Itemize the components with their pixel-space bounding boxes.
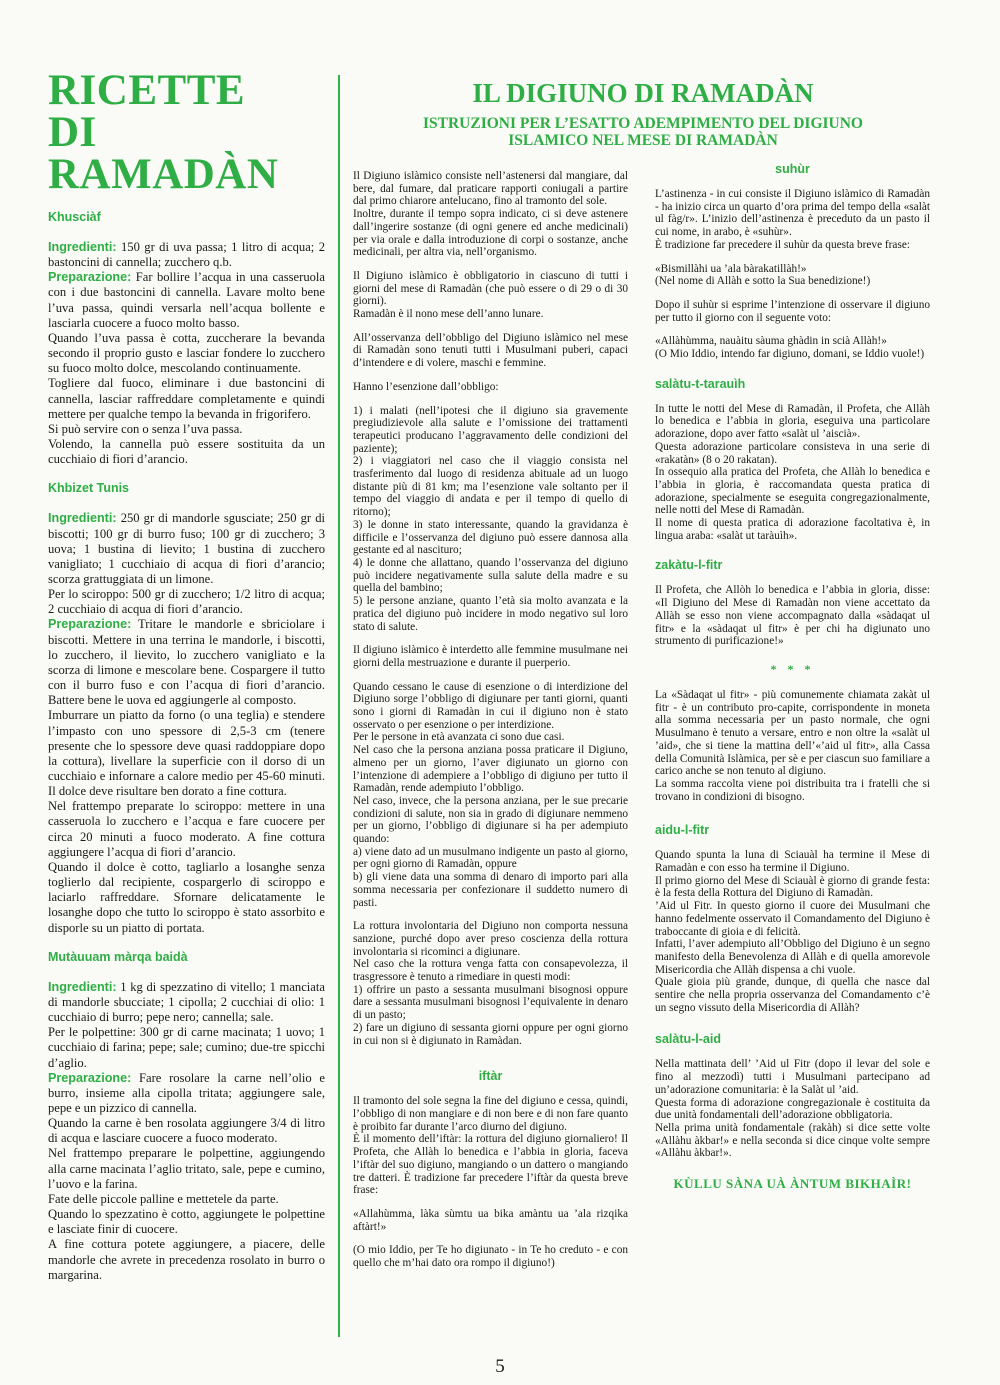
fasting-rules [353,170,628,1047]
preparation-label: Preparazione: [48,270,132,285]
recipe-ingredients [48,240,325,270]
fasting-rules-paragraph: Il Digiuno islàmico è obbligatorio in ciascuno di tutti i giorni del mese di Ramadàn (che può essere o di 29 o di 30 giorni). [353,269,628,308]
salatu-aid-paragraph: Questa forma di adorazione congregazionale è costituita da due unità fondamentali dell’adorazione obbligatoria. [655,1096,930,1122]
fasting-rules-block [353,681,628,910]
suhur-heading: suhùr [775,162,810,176]
tarauih-paragraph: Il nome di questa pratica di adorazione facoltativa è, in lingua araba: «salàt ut taràuìh». [655,517,930,542]
recipe-ingredients [48,980,325,1025]
recipe-paragraph: Quando il dolce è cotto, tagliarlo a losanghe senza toglierlo dal recipiente, cospargerlo di sciroppo e laciarlo raffreddare. Sfornare delicatamente le losanghe dopo che tutto lo sciroppo è stato assorbito e disporle su un piatto di portata. [48,859,325,935]
zakatu-section [655,584,930,648]
recipe-paragraph: Togliere dal fuoco, eliminare i due bastoncini di cannella, lasciar raffreddare completamente e quindi mettere per qualche tempo la bevanda in frigorifero. [48,376,325,421]
suhur-block [655,299,930,324]
fasting-rules-paragraph: 1) offrire un pasto a sessanta musulmani bisognosi oppure dare a sessanta musulmani bisognosi l’equivalente in denaro di un pasto; [353,983,628,1022]
recipe-title: Mutàuuam màrqa baidà [48,949,188,964]
recipe-paragraph: Fate delle piccole palline e mettetele da parte. [48,1191,279,1206]
fasting-rules-paragraph: Il digiuno islàmico è interdetto alle femmine musulmane nei giorni della mestruazione e durante il puerperio. [353,644,628,669]
suhur-paragraph: Dopo il suhùr si esprime l’intenzione di osservare il digiuno per tutto il giorno con il seguente voto: [655,298,930,324]
fasting-rules-paragraph: La rottura involontaria del Digiuno non comporta nessuna sanzione, purché dopo aver preso coscienza della rottura involontaria si ricominci a digiunare. [353,920,628,958]
recipe-title: Khusciàf [48,210,101,224]
iftar-paragraph: «Allahùmma, làka sùmtu ua bika amàntu ua ’ala rizqika aftàrt!» [353,1207,628,1233]
preparation-text: Fare rosolare la carne nell’olio e burro, insieme alla cipolla tritata; aggiungere sale, pepe e un pizzico di cannella. [48,1070,325,1115]
recipes-title [48,67,325,198]
fasting-rules-block [353,381,628,394]
fasting-rules-paragraph: All’osservanza dell’obbligo del Digiuno islàmico nel mese di Ramadàn sono tenuti tutti i Musulmani puberi, capaci d’intendere e di volere, maschi e femmine. [353,331,628,370]
iftar-block [353,1244,628,1269]
tarauih-section [655,403,930,543]
recipe-paragraph: Quando la carne è ben rosolata aggiungere 3/4 di litro di acqua e lasciare cuocere a fuoco moderato. [48,1116,325,1146]
article-subtitle-line1: ISTRUZIONI PER L’ESATTO ADEMPIMENTO DEL DIGIUNO [423,115,863,132]
iftar-section [353,1095,628,1269]
suhur-paragraph: (Nel nome di Allàh e sotto la Sua benedizione!) [655,275,871,288]
ingredients-label: Ingredienti: [48,511,117,526]
recipe-paragraph: Volendo, la cannella può essere sostituita da un cucchiaio di fiori d’arancio. [48,437,325,467]
suhur-block [655,335,930,360]
tarauih-heading: salàtu-t-tarauìh [655,376,746,391]
zakatu-2-paragraph: La «Sàdaqat ul fitr» - più comunemente chiamata zakàt ul fitr - è un contributo pro-capite, corrispondente in moneta alla somma necessaria per un pasto normale, che ogni Musulmano è tenuto a versare, entro e non oltre la «salàt ul ’aid», che si tiene la mattina dell’«’aid ul fitr», alla Cassa della Comunità Islàmica, per sè e per ciascun suo familiare a carico anche se non tenuto al digiuno. [655,688,930,778]
fasting-rules-paragraph: 4) le donne che allattano, quando l’osservanza del digiuno può incidere negativamente sulla salute della madre e su quella del bambino; [353,556,628,595]
iftar-paragraph: Il tramonto del sole segna la fine del digiuno e cessa, quindi, l’obbligo di non mangiare e di non bere e di non fare quanto è proibito far durante l’arco diurno del digiuno. [353,1095,628,1133]
suhur-block [655,188,930,252]
aidu-paragraph: ’Aid ul Fitr. In questo giorno il cuore dei Musulmani che hanno fedelmente osservato il Comandamento del Digiuno è traboccante di gioia e di felicità. [655,900,930,938]
aidu-paragraph: Infatti, l’aver adempiuto all’Obbligo del Digiuno è un segno manifesto della Benevolenza di Allàh e di quella amorevole Misericordia che Allàh dispensa a chi vuole. [655,938,930,976]
fasting-rules-block [353,644,628,669]
recipes-title-line2: DI RAMADÀN [48,109,279,198]
recipe-paragraph: Si può servire con o senza l’uva passa. [48,421,243,436]
fasting-rules-paragraph: Nel caso che la rottura venga fatta con consapevolezza, il trasgressore è tenuto a rimediare in questi modi: [353,958,628,984]
salatu-aid-heading: salàtu-l-aid [655,1032,721,1047]
suhur-section [655,188,930,361]
recipe-title: Khbizet Tunis [48,481,130,496]
zakatu-paragraph: Il Profeta, che Allòh lo benedica e l’abbia in gloria, disse: «Il Digiuno del Mese di Ramadàn non viene accettato da Allàh se esso non viene accompagnato dalla «sàdaqat ul fitr» e la «sàdaqat ul fitr» è per chi ha digiunato uno strumento di purificazione!» [655,584,930,648]
fasting-rules-paragraph: Hanno l’esenzione dall’obbligo: [353,380,499,393]
fasting-rules-paragraph: Il Digiuno islàmico consiste nell’astenersi dal mangiare, dal bere, dal fumare, dal praticare rapporti coniugali a partire dal primo chiarore antelucano, fino al tramonto del sole. [353,170,628,208]
iftar-paragraph: È il momento dell’iftàr: la rottura del digiuno giornaliero! Il Profeta, che Allàh lo benedica e l’abbia in gloria, faceva l’iftàr del suo digiuno, mangiando o un dattero o mangiando tre datteri. È tradizione far precedere l’iftàr da questa breve frase: [353,1133,628,1197]
ingredients-text: 150 gr di uva passa; 1 litro di acqua; 2 bastoncini di cannella; zucchero q.b. [48,240,325,270]
zakatu-2-paragraph: La somma raccolta viene poi distribuita tra i fratelli che si trovano in condizioni di bisogno. [655,777,930,803]
recipe-paragraph: Imburrare un piatto da forno (o una teglia) e stendere l’impasto con uno spessore di 2,5-3 cm (tenere presente che lo spessore deve quasi raddoppiare dopo la cottura), livellare la superficie con il dorso di un cucchiaio e infornare a calore medio per 45-60 minuti. Il dolce deve risultare ben dorato a fine cottura. [48,708,325,799]
article-subtitle [353,115,933,149]
recipe-paragraph: A fine cottura potete aggiungere, a piacere, delle mandorle che avrete in precedenza rosolato in burro o margarina. [48,1237,325,1282]
fasting-rules-paragraph: Per le persone in età avanzata ci sono due casi. [353,731,565,744]
aidu-heading: aidu-l-fitr [655,823,710,838]
fasting-rules-paragraph: a) viene dato ad un musulmano indigente un pasto al giorno, per ogni giorno di Ramadàn, oppure [353,845,628,871]
fasting-rules-paragraph: Inoltre, durante il tempo sopra indicato, ci si deve astenere dall’ingerire sostanze (di ogni genere ed anche medicinali) per via orale e dalla introduzione di corpi o sostanze, anche medicinali, per altra via, nell’organismo. [353,208,628,259]
tarauih-paragraph: In tutte le notti del Mese di Ramadàn, il Profeta, che Allàh lo benedica e l’abbia in gloria, eseguiva una particolare adorazione, dopo aver fatto «salàt ul ’aiscià». [655,402,930,441]
recipe-paragraph: Nel frattempo preparare le polpettine, aggiungendo alla carne macinata l’aglio tritato, sale, pepe e cumino, l’uovo e la farina. [48,1146,325,1191]
recipe-paragraph: Quando l’uva passa è cotta, zuccherare la bevanda secondo il proprio gusto e lasciar fondere lo zucchero su fuoco molto dolce, mescolando continuamente. [48,330,325,376]
salatu-aid-block [655,1058,930,1160]
recipe-preparation [48,1071,325,1116]
aidu-paragraph: Quando spunta la luna di Sciauàl ha termine il Mese di Ramadàn e con esso ha termine il Digiuno. [655,849,930,875]
fasting-rules-paragraph: 5) le persone anziane, quanto l’età sia molto avanzata e la pratica del digiuno può incidere in modo negativo sul loro stato di salute. [353,595,628,633]
salatu-aid-paragraph: Nella mattinata dell’ ’Aid ul Fitr (dopo il levar del sole e fino al mezzodì) tutti i Musulmani partecipano ad un’adorazione comunitaria: è la Salàt ul ’aid. [655,1058,930,1096]
recipes-column [48,67,326,1283]
article-subtitle-line2: ISLAMICO NEL MESE DI RAMADÀN [508,132,778,149]
salatu-aid-section [655,1058,930,1160]
fasting-rules-paragraph: Nel caso, invece, che la persona anziana, per le sue precarie condizioni di salute, non sia in grado di digiunare nemmeno per un giorno, l’obbligo di digiunare si ha per adempiuto quando: [353,794,628,846]
iftar-block [353,1095,628,1197]
aidu-section [655,849,930,1014]
ingredients-text: 250 gr di mandorle sgusciate; 250 gr di biscotti; 100 gr di burro fuso; 100 gr di zucchero; 3 uova; 1 bustina di lievito; 1 bustina di zucchero vanigliato; 1 cucchiaio di acqua di fiori d’arancio; scorza grattuggiata di un limone. [48,511,325,586]
zakatu-2-block [655,689,930,803]
recipe-preparation [48,617,325,708]
recipe-ingredients [48,511,325,587]
fasting-rules-paragraph: 2) i viaggiatori nel caso che il viaggio consista nel trasferimento dal luogo di residenza abituale ad un luogo distante più di 81 km; ma l’esenzione vale soltanto per il tempo del viaggio di andata e per il tempo di quello di ritorno); [353,455,628,519]
recipe-extra: Per lo sciroppo: 500 gr di zucchero; 1/2 litro di acqua; 2 cucchiaio di acqua di fiori d’arancio. [48,587,325,617]
article-title: IL DIGIUNO DI RAMADÀN [472,78,814,108]
preparation-label: Preparazione: [48,1070,132,1085]
ingredients-text: 1 kg di spezzatino di vitello; 1 manciata di mandorle sbucciate; 1 cipolla; 2 cucchiai di olio: 1 cucchiaio di burro; pepe nero; cannella; sale. [48,979,325,1025]
preparation-text: Tritare le mandorle e sbriciolare i biscotti. Mettere in una terrina le mandorle, i biscotti, lo zucchero, il lievito, lo zucchero vanigliato e la scorza di limone e mescolare bene. Cospargere il tutto con il burro fuso e con l’acqua di fiori d’arancio. Battere bene le uova ed aggiungerle al composto. [48,617,326,708]
fasting-rules-paragraph: 3) le donne in stato interessante, quando la gravidanza è difficile e l’osservanza del digiuno può essere dannosa alla gestante ed al nascituro; [353,518,628,557]
fasting-rules-paragraph: 1) i malati (nell’ipotesi che il digiuno sia gravemente pregiudizievole alla salute e l’omissione dei trattamenti terapeutici producano l’aggravamento delle condizioni del paziente); [353,404,628,455]
salatu-aid-paragraph: Nella prima unità fondamentale (rakàh) si dice sette volte «Allàhu àkbar!» e nella seconda si dice cinque volte sempre «Allàhu àkbar!». [655,1121,930,1160]
iftar-heading: iftàr [478,1069,503,1084]
aidu-paragraph: Quale gioia più grande, dunque, di quella che nasce dal sentire che nella propria osservanza del Comandamento c’è un segno vissuto della Misericordia di Allàh? [655,976,930,1014]
zakatu-heading: zakàtu-l-fitr [655,558,723,573]
ingredients-label: Ingredienti: [48,240,117,254]
section-separator: * * * [770,661,815,676]
fasting-rules-paragraph: b) gli viene data una somma di denaro di importo pari alla somma necessaria per confezionare il suddetto numero di pasti. [353,871,628,909]
preparation-label: Preparazione: [48,617,132,632]
fasting-rules-paragraph: 2) fare un digiuno di sessanta giorni oppure per ogni giorno in cui non si è digiunato in Ramàdan. [353,1021,628,1047]
recipe-preparation [48,270,325,331]
fasting-rules-block [353,332,628,370]
recipes-title-line1: RICETTE [48,67,246,114]
fasting-rules-paragraph: Quando cessano le cause di esenzione o di interdizione del Digiuno sorge l’obbligo di digiunare per tanti giorni, quanti sono i giorni di Ramadàn in cui il digiuno non è stato osservato o per esenzione o per interdizione. [353,680,628,731]
suhur-paragraph: «Allàhùmma, nauàitu sàuma ghàdin in scià Allàh!» [655,335,887,348]
recipes-list [48,210,325,1283]
fasting-column-middle [353,170,628,1270]
fasting-rules-block [353,920,628,1047]
aidu-paragraph: Il primo giorno del Mese di Sciauàl è giorno di grande festa: è la festa della Rottura del Digiuno di Ramadàn. [655,874,930,900]
fasting-rules-block [353,170,628,259]
suhur-paragraph: «Bismillàhi ua ’ala bàrakatillàh!» [655,262,807,275]
closing-greeting: KÙLLU SÀNA UÀ ÀNTUM BIKHAÌR! [673,1176,912,1192]
zakatu-block [655,584,930,648]
suhur-paragraph: L’astinenza - in cui consiste il Digiuno islàmico di Ramadàn - ha inizio circa un quarto d’ora prima del tempo della «salàt ul fàg/r». L’inizio dell’astinenza è preceduto da un pasto il cui nome, in arabo, è «suhùr». [655,188,930,239]
column-divider [338,75,340,1337]
fasting-column-right [655,162,930,1192]
suhur-block [655,263,930,288]
fasting-rules-paragraph: Nel caso che la persona anziana possa praticare il Digiuno, almeno per un giorno, l’aver digiunato un giorno con l’intenzione di adempiere a l’obbligo di digiuno per tutto il Ramadàn, rende adempiuto l’obbligo. [353,744,628,795]
suhur-paragraph: È tradizione far precedere il suhùr da questa breve frase: [655,238,910,251]
preparation-text: Far bollire l’acqua in una casseruola con i due bastoncini di cannella. Lavare molto bene l’uva passa, quindi versarla nell’acqua bollente e lasciarla cuocere a fuoco molto basso. [48,270,326,330]
fasting-rules-block [353,270,628,321]
iftar-block [353,1208,628,1233]
tarauih-paragraph: In ossequio alla pratica del Profeta, che Allàh lo benedica e l’abbia in gloria, è raccomandata questa pratica di adorazione, specialmente se eseguita congregazionalmente, nelle notti del Mese di Ramadàn. [655,466,930,517]
tarauih-paragraph: Questa adorazione particolare consisteva in una serie di «rakatàn» (8 o 20 rakatan). [655,440,930,466]
recipe-paragraph: Quando lo spezzatino è cotto, aggiungete le polpettine e lasciate finir di cuocere. [48,1207,325,1237]
iftar-paragraph: (O mio Iddio, per Te ho digiunato - in Te ho creduto - e con quello che m’hai dato ora rompo il digiuno!) [353,1244,628,1270]
recipe-extra: Per le polpettine: 300 gr di carne macinata; 1 uovo; 1 cucchiaio di farina; pepe; sale; cumino; due-tre spicchi d’aglio. [48,1025,325,1070]
zakatu-section-2 [655,689,930,803]
suhur-paragraph: (O Mio Iddio, intendo far digiuno, domani, se Iddio vuole!) [655,348,925,361]
ingredients-label: Ingredienti: [48,979,117,994]
tarauih-block [655,403,930,543]
fasting-rules-block [353,405,628,634]
fasting-rules-paragraph: Ramadàn è il nono mese dell’anno lunare. [353,308,544,321]
recipe-paragraph: Nel frattempo preparate lo sciroppo: mettere in una casseruola lo zucchero e l’acqua e fare cuocere per circa 20 minuti a fuoco moderato. A fine cottura aggiungere l’acqua di fiori d’arancio. [48,799,325,859]
aidu-block [655,849,930,1014]
page-number: 5 [495,1356,505,1377]
